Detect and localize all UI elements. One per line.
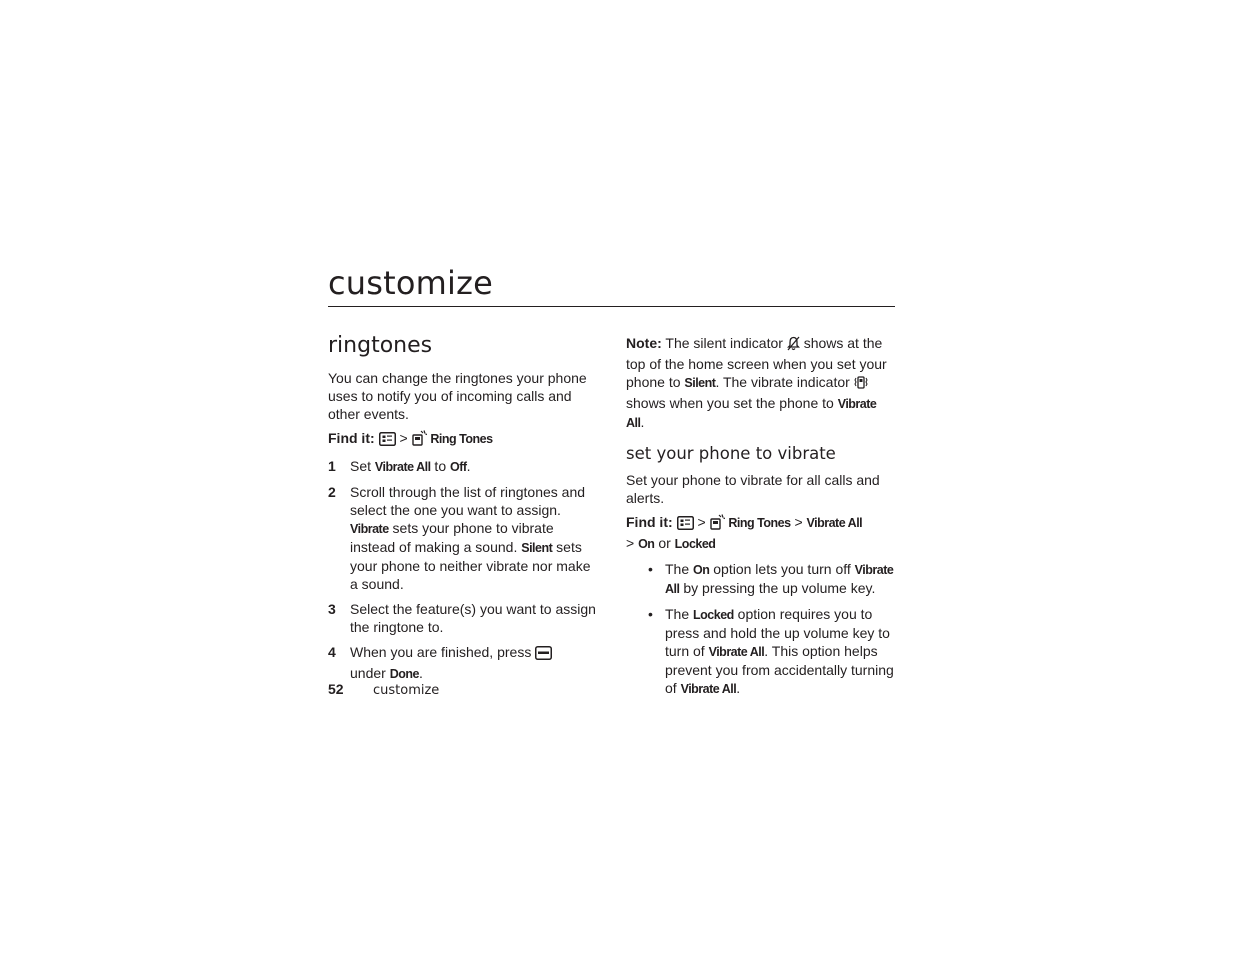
step-text: When you are finished, press xyxy=(350,644,536,660)
subsection-title-vibrate: set your phone to vibrate xyxy=(626,444,836,463)
silent-indicator-icon xyxy=(787,336,800,355)
step-number: 3 xyxy=(328,601,336,617)
find-it-separator: > xyxy=(697,514,706,530)
menu-term: Vibrate All xyxy=(665,563,894,596)
menu-term: Locked xyxy=(693,608,734,622)
left-column xyxy=(328,332,598,690)
note-text: shows at the top of the home screen when you set your phone to xyxy=(626,335,887,390)
find-it-label: Find it: xyxy=(626,514,673,530)
menu-item-ring-tones: Ring Tones xyxy=(430,432,493,446)
page-number: 52 xyxy=(328,681,344,697)
bullet: • xyxy=(648,606,653,622)
vibrate-indicator-icon xyxy=(854,375,868,394)
menu-item-vibrate-all: Vibrate All xyxy=(806,516,863,530)
find-it-vibrate xyxy=(626,513,895,553)
find-it-or: or xyxy=(658,535,671,551)
bullet: • xyxy=(648,561,653,577)
ringtone-steps xyxy=(328,457,598,683)
menu-term: Silent xyxy=(521,541,553,555)
step-item xyxy=(328,643,598,683)
menu-term: Done xyxy=(389,667,419,681)
find-it-separator: > xyxy=(794,514,803,530)
title-rule xyxy=(328,306,895,307)
step-text: . xyxy=(466,458,471,474)
note-text: . The vibrate indicator xyxy=(715,374,854,390)
vibrate-options-list xyxy=(626,560,895,698)
step-text: to xyxy=(430,458,451,474)
bullet-text: The xyxy=(665,606,694,622)
note-text: shows when you set the phone to xyxy=(626,395,838,411)
step-text: Set xyxy=(350,458,375,474)
step-item xyxy=(328,600,598,636)
step-number: 2 xyxy=(328,484,336,500)
note-label: Note: xyxy=(626,335,662,351)
menu-term: Vibrate xyxy=(350,522,389,536)
menu-term: Silent xyxy=(684,376,716,390)
menu-term: On xyxy=(693,563,710,577)
menu-key-icon xyxy=(677,516,694,534)
section-title-ringtones: ringtones xyxy=(328,333,433,358)
step-number: 4 xyxy=(328,644,336,660)
menu-item-on: On xyxy=(638,537,655,551)
right-column xyxy=(626,334,895,705)
footer-section-name: customize xyxy=(373,683,440,698)
find-it-ringtones xyxy=(328,429,598,450)
find-it-label: Find it: xyxy=(328,430,375,446)
page-footer xyxy=(328,680,439,700)
step-text: under xyxy=(350,665,390,681)
manual-page xyxy=(328,262,895,702)
find-it-separator: > xyxy=(399,430,408,446)
ringtone-settings-icon xyxy=(710,514,725,534)
list-item xyxy=(648,560,895,598)
menu-term: Vibrate All xyxy=(374,460,431,474)
menu-term: Vibrate All xyxy=(626,397,877,430)
step-text: . xyxy=(418,665,423,681)
menu-term: Vibrate All xyxy=(680,682,737,696)
note-paragraph xyxy=(626,334,895,432)
bullet-text: . xyxy=(736,680,741,696)
menu-term: Off xyxy=(450,460,467,474)
step-text: sets your phone to vibrate instead of making a sound. xyxy=(350,520,554,555)
menu-item-ring-tones: Ring Tones xyxy=(728,516,791,530)
right-soft-key-icon xyxy=(535,646,552,664)
ringtones-intro: You can change the ringtones your phone uses to notify you of incoming calls and other events. xyxy=(328,370,587,422)
bullet-text: . This option helps prevent you from accidentally turning of xyxy=(665,643,894,696)
ringtone-settings-icon xyxy=(412,430,427,450)
step-item xyxy=(328,483,598,593)
find-it-separator: > xyxy=(626,535,635,551)
note-text: The silent indicator xyxy=(661,335,787,351)
step-text: Scroll through the list of ringtones and select the one you want to assign. xyxy=(350,484,586,518)
chapter-title: customize xyxy=(328,264,494,302)
bullet-text: option requires you to press and hold the up volume key to turn of xyxy=(665,606,890,659)
bullet-text: by pressing the up volume key. xyxy=(679,580,876,596)
step-text: Select the feature(s) you want to assign the ringtone to. xyxy=(350,601,596,635)
menu-term: Vibrate All xyxy=(708,645,765,659)
step-text: sets your phone to neither vibrate nor make a sound. xyxy=(350,539,591,592)
bullet-text: option lets you turn off xyxy=(709,561,855,577)
list-item xyxy=(648,605,895,698)
bullet-text: The xyxy=(665,561,694,577)
step-item xyxy=(328,457,598,476)
note-text: . xyxy=(640,414,645,430)
vibrate-intro: Set your phone to vibrate for all calls and alerts. xyxy=(626,472,880,506)
menu-item-locked: Locked xyxy=(674,537,716,551)
menu-key-icon xyxy=(379,432,396,450)
step-number: 1 xyxy=(328,458,336,474)
